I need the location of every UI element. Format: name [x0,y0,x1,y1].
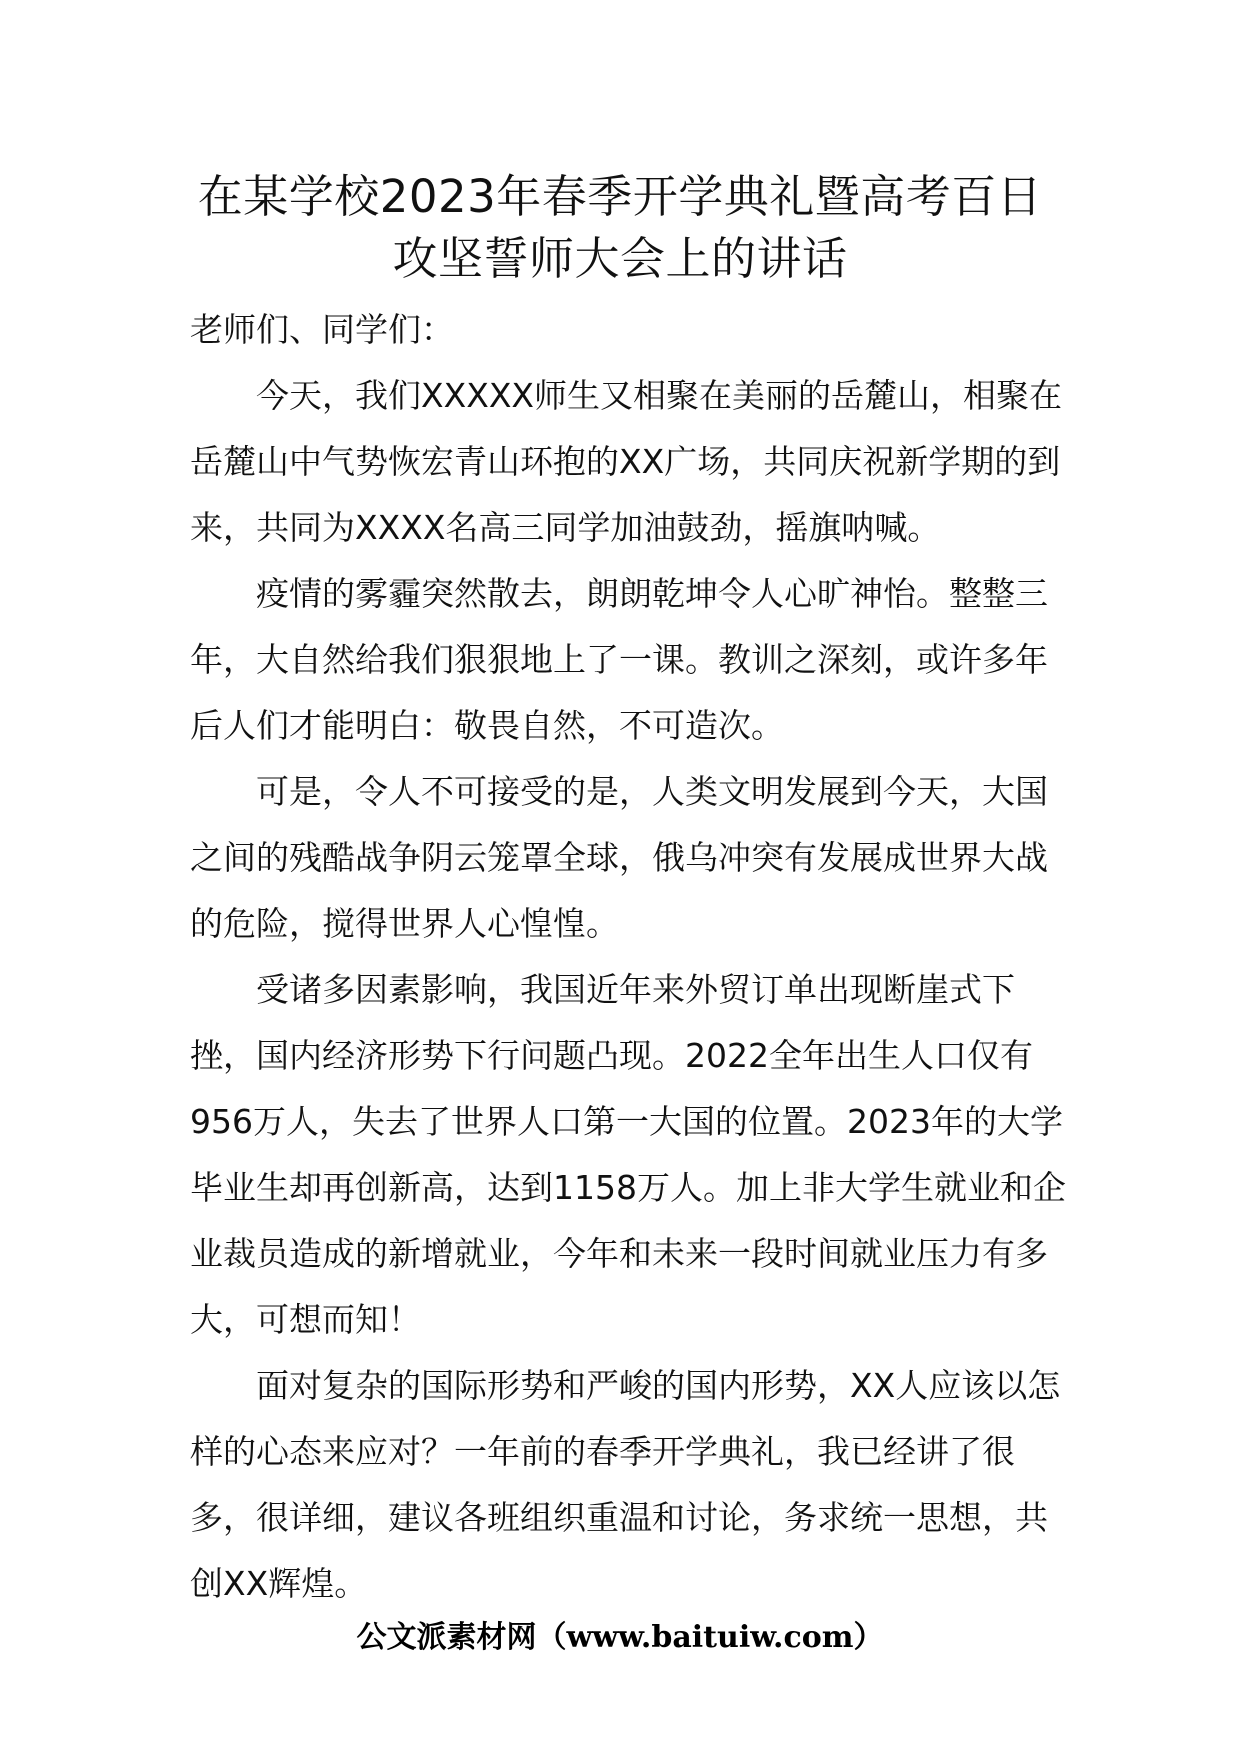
paragraph: 受诸多因素影响，我国近年来外贸订单出现断崖式下挫，国内经济形势下行问题凸现。2022全年出生人口仅有956万人，失去了世界人口第一大国的位置。2023年的大学毕业生却再创新高，达到1158万人。加上非大学生就业和企业裁员造成的新增就业，今年和未来一段时间就业压力有多大，可想而知！ [190,970,1066,1339]
paragraph: 疫情的雾霾突然散去，朗朗乾坤令人心旷神怡。整整三年，大自然给我们狠狠地上了一课。教训之深刻，或许多年后人们才能明白：敬畏自然，不可造次。 [190,574,1048,745]
document-body [190,297,1070,1617]
document-title [150,166,1090,290]
salutation: 老师们、同学们： [190,310,454,349]
source-footer: 公文派素材网（www.baituiw.com） [356,1620,884,1655]
paragraph: 今天，我们XXXXX师生又相聚在美丽的岳麓山，相聚在岳麓山中气势恢宏青山环抱的XX广场，共同庆祝新学期的到来，共同为XXXX名高三同学加油鼓劲，摇旗呐喊。 [190,376,1063,547]
paragraph: 可是，令人不可接受的是，人类文明发展到今天，大国之间的残酷战争阴云笼罩全球，俄乌冲突有发展成世界大战的危险，搅得世界人心惶惶。 [190,772,1048,943]
title-line-1: 在某学校2023年春季开学典礼暨高考百日 [197,170,1043,223]
title-line-2: 攻坚誓师大会上的讲话 [392,232,848,285]
paragraph: 面对复杂的国际形势和严峻的国内形势，XX人应该以怎样的心态来应对？一年前的春季开学典礼，我已经讲了很多，很详细，建议各班组织重温和讨论，务求统一思想，共创XX辉煌。 [190,1366,1061,1603]
